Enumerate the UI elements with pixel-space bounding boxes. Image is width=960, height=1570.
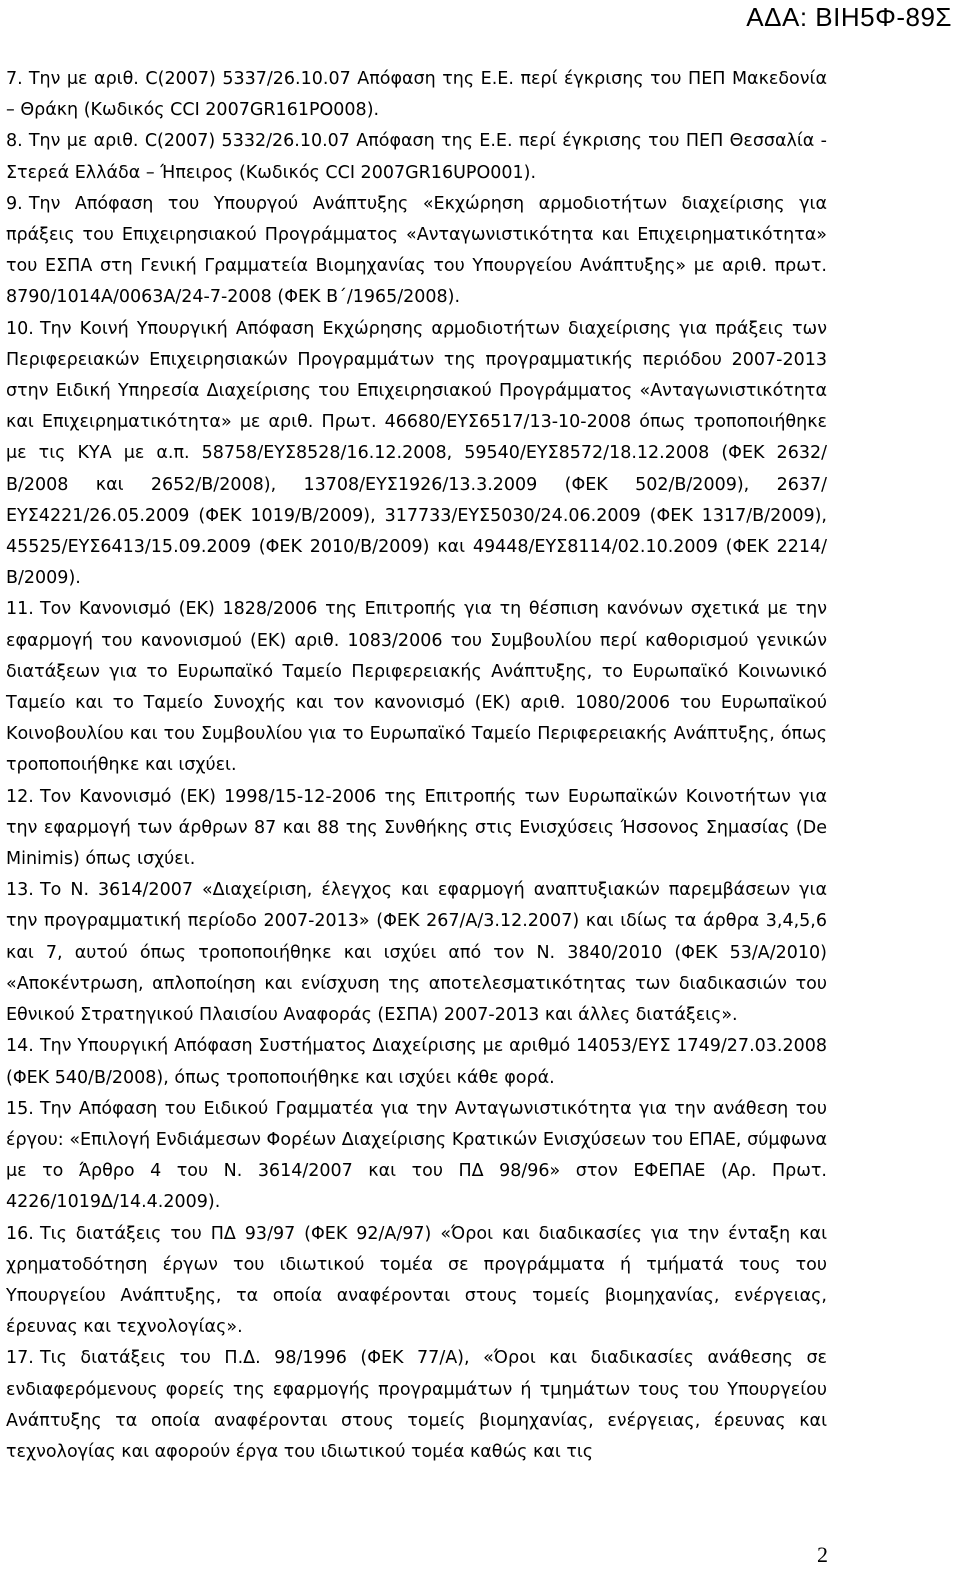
item-text: Τον Κανονισμό (ΕΚ) 1828/2006 της Επιτροπής για τη θέσπιση κανόνων σχετικά με την εφαρμογή του κανονισμού (ΕΚ) αριθ. 1083/2006 του Συμβουλίου περί καθορισμού γενικών διατάξεων για το Ευρωπαϊκό Ταμείο Περιφερειακής Ανάπτυξης, το Ευρωπαϊκό Κοινωνικό Ταμείο και το Ταμείο Συνοχής και τον κανονισμό (ΕΚ) αριθ. 1080/2006 του Ευρωπαϊκού Κοινοβουλίου και του Συμβουλίου για το Ευρωπαϊκό Ταμείο Περιφερειακής Ανάπτυξης, όπως τροποποιήθηκε και ισχύει. — [6, 599, 827, 776]
item-number: 16. — [6, 1223, 34, 1244]
list-item — [6, 1219, 827, 1344]
item-text: Την με αριθ. C(2007) 5337/26.10.07 Απόφαση της Ε.Ε. περί έγκρισης του ΠΕΠ Μακεδονία – Θράκη (Κωδικός CCI 2007GR161PO008). — [6, 69, 827, 121]
item-number: 12. — [6, 786, 34, 807]
item-text: Την Απόφαση του Υπουργού Ανάπτυξης «Εκχώρηση αρμοδιοτήτων διαχείρισης για πράξεις του Επιχειρησιακού Προγράμματος «Ανταγωνιστικότητα και Επιχειρηματικότητα» του ΕΣΠΑ στη Γενική Γραμματεία Βιομηχανίας του Υπουργείου Ανάπτυξης» με αριθ. πρωτ. 8790/1014Α/0063Α/24-7-2008 (ΦΕΚ Β΄/1965/2008). — [6, 193, 827, 308]
list-item — [6, 875, 827, 1031]
list-item — [6, 1094, 827, 1219]
item-number: 9. — [6, 193, 23, 214]
list-item — [6, 189, 827, 314]
item-text: Τον Κανονισμό (ΕΚ) 1998/15-12-2006 της Επιτροπής των Ευρωπαϊκών Κοινοτήτων για την εφαρμογή των άρθρων 87 και 88 της Συνθήκης στις Ενισχύσεις Ήσσονος Σημασίας (De Minimis) όπως ισχύει. — [6, 786, 827, 870]
list-item — [6, 594, 827, 781]
item-number: 7. — [6, 69, 23, 89]
item-number: 11. — [6, 599, 34, 620]
item-text: Το Ν. 3614/2007 «Διαχείριση, έλεγχος και εφαρμογή αναπτυξιακών παρεμβάσεων για την προγραμματική περίοδο 2007-2013» (ΦΕΚ 267/Α/3.12.2007) και ιδίως τα άρθρα 3,4,5,6 και 7, αυτού όπως τροποποιήθηκε και ισχύει από τον Ν. 3840/2010 (ΦΕΚ 53/Α/2010) «Αποκέντρωση, απλοποίηση και ενίσχυση της αποτελεσματικότητας των διαδικασιών του Εθνικού Στρατηγικού Πλαισίου Αναφοράς (ΕΣΠΑ) 2007-2013 και άλλες διατάξεις». — [6, 880, 827, 1026]
list-item — [6, 126, 827, 188]
item-text: Τις διατάξεις του ΠΔ 93/97 (ΦΕΚ 92/Α/97) «Όροι και διαδικασίες για την ένταξη και χρηματοδότηση έργων του ιδιωτικού τομέα σε προγράμματα ή τμήματά τους του Υπουργείου Ανάπτυξης, τα οποία αναφέρονται στους τομείς βιομηχανίας, ενέργειας, έρευνας και τεχνολογίας». — [6, 1223, 827, 1338]
item-number: 10. — [6, 318, 34, 339]
page-number: 2 — [817, 1542, 828, 1567]
item-number: 17. — [6, 1348, 34, 1369]
item-text: Την Κοινή Υπουργική Απόφαση Εκχώρησης αρμοδιοτήτων διαχείρισης για πράξεις των Περιφερειακών Επιχειρησιακών Προγραμμάτων της προγραμματικής περιόδου 2007-2013 στην Ειδική Υπηρεσία Διαχείρισης του Επιχειρησιακού Προγράμματος «Ανταγωνιστικότητα και Επιχειρηματικότητα» με αριθ. Πρωτ. 46680/ΕΥΣ6517/13-10-2008 όπως τροποποιήθηκε με τις ΚΥΑ με α.π. 58758/ΕΥΣ8528/16.12.2008, 59540/ΕΥΣ8572/18.12.2008 (ΦΕΚ 2632/Β/2008 και 2652/Β/2008), 13708/ΕΥΣ1926/13.3.2009 (ΦΕΚ 502/Β/2009), 2637/ΕΥΣ4221/26.05.2009 (ΦΕΚ 1019/Β/2009), 317733/ΕΥΣ5030/24.06.2009 (ΦΕΚ 1317/Β/2009), 45525/ΕΥΣ6413/15.09.2009 (ΦΕΚ 2010/Β/2009) και 49448/ΕΥΣ8114/02.10.2009 (ΦΕΚ 2214/Β/2009). — [6, 318, 827, 589]
list-item — [6, 314, 827, 595]
list-item — [6, 1343, 827, 1468]
item-text: Τις διατάξεις του Π.Δ. 98/1996 (ΦΕΚ 77/Α), «Όροι και διαδικασίες ανάθεσης σε ενδιαφερόμενους φορείς της εφαρμογής προγραμμάτων ή τμημάτων τους του Υπουργείου Ανάπτυξης τα οποία αναφέρονται στους τομείς βιομηχανίας, ενέργειας, έρευνας και τεχνολογίας και αφορούν έργα του ιδιωτικού τομέα καθώς και τις — [6, 1348, 827, 1462]
item-number: 8. — [6, 131, 23, 152]
item-number: 14. — [6, 1036, 34, 1057]
item-text: Την Υπουργική Απόφαση Συστήματος Διαχείρισης με αριθμό 14053/ΕΥΣ 1749/27.03.2008 (ΦΕΚ 540/Β/2008), όπως τροποποιήθηκε και ισχύει κάθε φορά. — [6, 1036, 827, 1088]
list-item — [6, 1031, 827, 1093]
list-item — [6, 782, 827, 876]
list-item — [6, 64, 827, 126]
ada-code: ΑΔΑ: ΒΙΗ5Φ-89Σ — [746, 2, 952, 32]
item-number: 13. — [6, 880, 34, 901]
document-body — [6, 64, 827, 1468]
item-text: Την με αριθ. C(2007) 5332/26.10.07 Απόφαση της Ε.Ε. περί έγκρισης του ΠΕΠ Θεσσαλία - Στερεά Ελλάδα – Ήπειρος (Κωδικός CCI 2007GR16UPO001). — [6, 131, 827, 183]
item-number: 15. — [6, 1098, 34, 1119]
item-text: Την Απόφαση του Ειδικού Γραμματέα για την Ανταγωνιστικότητα για την ανάθεση του έργου: «Επιλογή Ενδιάμεσων Φορέων Διαχείρισης Κρατικών Ενισχύσεων του ΕΠΑΕ, σύμφωνα με το Άρθρο 4 του Ν. 3614/2007 και του ΠΔ 98/96» στον ΕΦΕΠΑΕ (Αρ. Πρωτ. 4226/1019Δ/14.4.2009). — [6, 1098, 827, 1213]
